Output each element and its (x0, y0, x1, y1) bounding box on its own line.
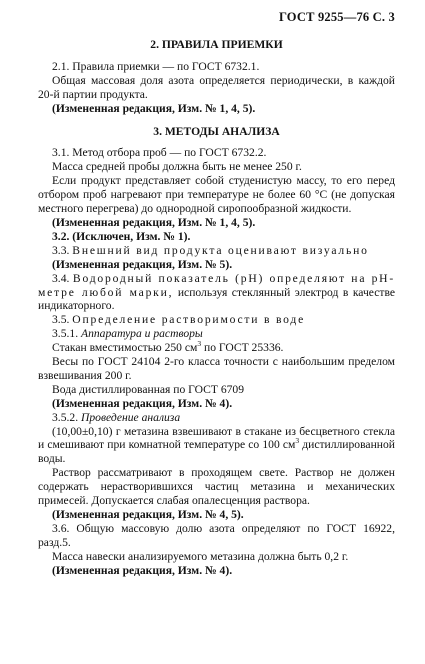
paragraph-3-2: 3.2. (Исключен, Изм. № 1). (52, 229, 191, 243)
paragraph-beaker (38, 341, 395, 355)
paragraph-3-5-1 (38, 327, 395, 341)
paragraph-nitrogen: Общая массовая доля азота определяется периодически, в каждой 20-й партии продукта. (38, 73, 395, 101)
clause-number: 3.3. (52, 243, 70, 257)
spaced-text: Внешний вид продукта оценивают визуально (72, 243, 369, 257)
paragraph-text: используя стеклянный электрод в качестве индикаторного. (38, 285, 395, 313)
paragraph-solution: Раствор рассматривают в проходящем свете. Раствор не должен содержать нерастворившихся частиц метазина и механических примесей. Допускается слабая опалесценция раствора. (38, 466, 395, 508)
paragraph-heating: Если продукт представляет собой студенистую массу, то его перед отбором проб нагревают при температуре не более 60 °С (не допуская местного перегрева) до однородной сиропообразной жидкости. (38, 174, 395, 216)
paragraph-3-1: 3.1. Метод отбора проб — по ГОСТ 6732.2. (52, 146, 267, 160)
text-run: (10,00±0,10) г метазина взвешивают в стакане из бесцветного стекла и смешивают при комнатной температуре со 100 см (38, 424, 395, 452)
paragraph-3-4 (38, 272, 395, 314)
spaced-text: Водородный показатель (рН) определяют на рН-метре любой марки, (38, 271, 395, 299)
paragraph-3-5 (38, 313, 395, 327)
superscript: 3 (197, 339, 202, 349)
clause-number: 3.4. (52, 271, 70, 285)
clause-number: 3.5. (52, 313, 70, 327)
superscript: 3 (295, 436, 300, 446)
document-body (38, 38, 395, 578)
page-header: ГОСТ 9255—76 С. 3 (278, 10, 395, 24)
paragraph-3-3 (38, 244, 395, 258)
edit-note: (Измененная редакция, Изм. № 5). (52, 257, 233, 271)
edit-note: (Измененная редакция, Изм. № 4). (52, 396, 233, 410)
spaced-text: Определение растворимости в воде (72, 313, 306, 327)
clause-number: 3.5.1. (52, 327, 79, 341)
paragraph-sample-mass: Масса средней пробы должна быть не менее 250 г. (52, 160, 302, 174)
text-run: Стакан вместимостью 250 см (52, 341, 198, 355)
edit-note: (Измененная редакция, Изм. № 4, 5). (52, 508, 244, 521)
paragraph-2-1: 2.1. Правила приемки — по ГОСТ 6732.1. (52, 59, 260, 73)
paragraph-3-5-2 (38, 411, 395, 425)
edit-note: (Измененная редакция, Изм. № 1, 4, 5). (52, 215, 256, 229)
section-3-heading: 3. МЕТОДЫ АНАЛИЗА (153, 124, 280, 138)
text-run: дистиллированной воды. (38, 438, 395, 466)
edit-note: (Измененная редакция, Изм. № 1, 4, 5). (52, 101, 256, 115)
italic-subheading: Аппаратура и растворы (81, 327, 203, 341)
clause-number: 3.5.2. (52, 410, 79, 424)
edit-note: (Измененная редакция, Изм. № 4). (52, 563, 233, 577)
paragraph-water: Вода дистиллированная по ГОСТ 6709 (52, 382, 245, 396)
text-run: по ГОСТ 25336. (204, 341, 284, 355)
paragraph-scales: Весы по ГОСТ 24104 2-го класса точности с наибольшим пределом взвешивания 200 г. (38, 355, 395, 382)
paragraph-3-6: 3.6. Общую массовую долю азота определяют по ГОСТ 16922, разд.5. (38, 521, 395, 549)
section-2-heading: 2. ПРАВИЛА ПРИЕМКИ (150, 38, 283, 51)
paragraph-sample-weight: Масса навески анализируемого метазина должна быть 0,2 г. (52, 549, 349, 563)
italic-subheading: Проведение анализа (81, 410, 181, 424)
paragraph-method (38, 425, 395, 467)
